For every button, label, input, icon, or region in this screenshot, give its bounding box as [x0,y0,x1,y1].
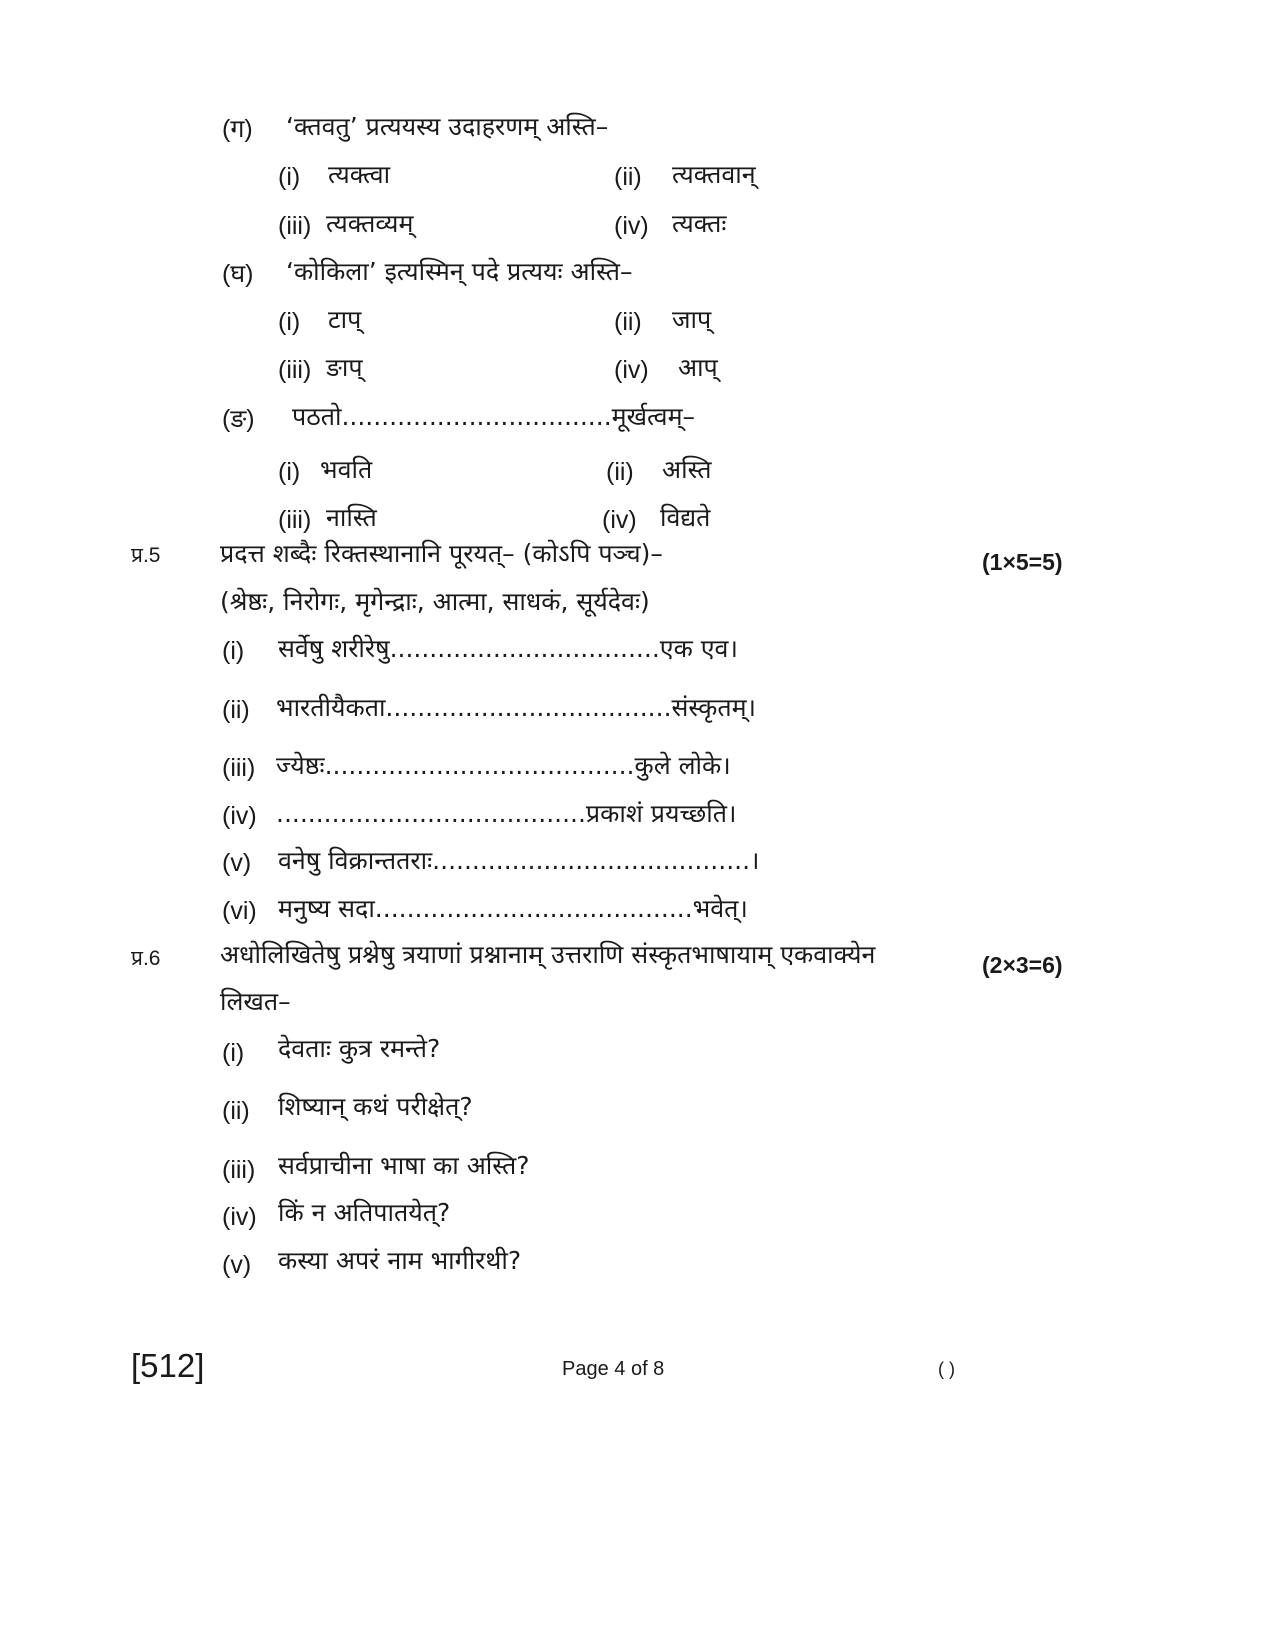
short-question-num: (i) [222,1039,245,1067]
question-6-number: प्र.6 [131,947,161,970]
option-num: (iii) [278,356,312,384]
fill-blank-text: वनेषु विक्रान्ततराः........................................। [278,846,760,875]
option-text: त्यक्तः [672,209,727,238]
option-num: (i) [278,458,301,486]
option-text: ङाप् [326,353,363,382]
fill-blank-num: (ii) [222,696,250,724]
subquestion-gha-label: (घ) [222,260,254,288]
fill-blank-text: मनुष्य सदा........................................भवेत्। [278,894,748,923]
page-number: Page 4 of 8 [562,1358,665,1380]
subquestion-ga-text: ‘क्तवतु’ प्रत्ययस्य उदाहरणम् अस्ति– [286,112,609,141]
fill-blank-num: (i) [222,637,245,665]
option-text: त्यक्त्वा [328,160,391,189]
fill-blank-num: (v) [222,849,252,877]
footer-parentheses: ( ) [938,1359,955,1379]
fill-blank-num: (iii) [222,754,256,782]
question-5-marks: (1×5=5) [982,549,1063,575]
paper-code: [512] [131,1347,205,1384]
option-text: भवति [320,455,373,484]
short-question-text: शिष्यान् कथं परीक्षेत्? [278,1092,473,1121]
question-5-number: प्र.5 [131,544,161,567]
short-question-num: (iii) [222,1156,256,1184]
short-question-num: (iv) [222,1203,257,1231]
short-question-text: सर्वप्राचीना भाषा का अस्ति? [278,1151,530,1180]
option-num: (iv) [602,506,637,534]
option-num: (iv) [614,212,649,240]
option-num: (ii) [614,308,642,336]
option-num: (ii) [614,163,642,191]
question-6-marks: (2×3=6) [982,952,1063,978]
option-text: त्यक्तवान् [672,160,756,189]
question-5-word-bank: (श्रेष्ठः, निरोगः, मृगेन्द्राः, आत्मा, साधकं, सूर्यदेवः) [220,587,650,616]
option-num: (i) [278,308,301,336]
subquestion-ga-label: (ग) [222,115,253,143]
fill-blank-text: .......................................प्रकाशं प्रयच्छति। [276,799,737,828]
question-5-instruction: प्रदत्त शब्दैः रिक्तस्थानानि पूरयत्– (कोऽपि पञ्च)– [220,539,663,568]
fill-blank-text: ज्येष्ठः.......................................कुले लोके। [276,751,731,780]
option-text: नास्ति [326,503,377,532]
option-text: विद्यते [660,503,711,532]
subquestion-nga-label: (ङ) [222,405,255,433]
question-6-instruction-cont: लिखत– [220,987,291,1016]
option-num: (iv) [614,356,649,384]
option-text: जाप् [672,305,712,334]
option-text: त्यक्तव्यम् [326,209,414,238]
fill-blank-text: भारतीयैकता....................................संस्कृतम्। [276,693,757,722]
option-num: (iii) [278,506,312,534]
short-question-text: किं न अतिपातयेत्? [278,1198,451,1227]
subquestion-gha-text: ‘कोकिला’ इत्यस्मिन् पदे प्रत्ययः अस्ति– [286,257,633,286]
fill-blank-text: सर्वेषु शरीरेषु..................................एक एव। [278,634,738,663]
short-question-text: कस्या अपरं नाम भागीरथी? [278,1246,522,1275]
option-num: (i) [278,163,301,191]
fill-blank-num: (vi) [222,897,257,925]
short-question-num: (ii) [222,1097,250,1125]
option-text: टाप् [328,305,362,334]
short-question-text: देवताः कुत्र रमन्ते? [278,1034,441,1063]
question-6-instruction: अधोलिखितेषु प्रश्नेषु त्रयाणां प्रश्नानाम् उत्तराणि संस्कृतभाषायाम् एकवाक्येन [220,940,876,969]
short-question-num: (v) [222,1251,252,1279]
subquestion-nga-text: पठतो..................................मूर्खत्वम्– [292,402,696,431]
fill-blank-num: (iv) [222,802,257,830]
option-num: (iii) [278,212,312,240]
option-text: अस्ति [662,455,712,484]
option-num: (ii) [606,458,634,486]
option-text: आप् [678,353,718,382]
